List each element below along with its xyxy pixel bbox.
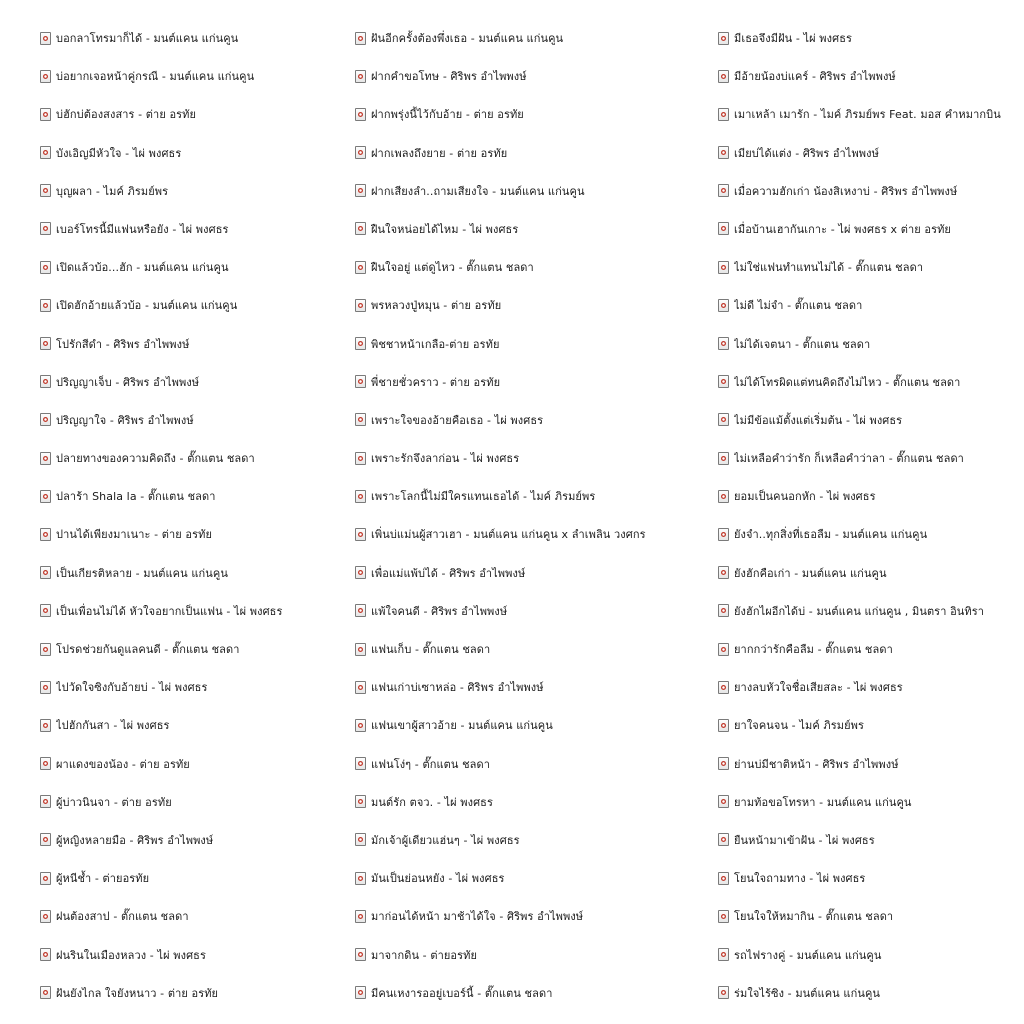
file-item[interactable]: [718, 295, 1018, 315]
audio-file-icon: [40, 261, 51, 274]
file-name: ไปฮักกันสา - ไผ่ พงศธร: [56, 719, 170, 733]
audio-file-icon: [40, 337, 51, 350]
file-item[interactable]: [355, 295, 705, 315]
file-item[interactable]: [355, 945, 705, 965]
audio-file-icon: [40, 70, 51, 83]
audio-file-icon: [355, 452, 366, 465]
audio-file-icon: [355, 833, 366, 846]
audio-file-icon: [355, 375, 366, 388]
audio-file-icon: [355, 299, 366, 312]
file-item[interactable]: [718, 181, 1018, 201]
file-item[interactable]: [40, 868, 340, 888]
file-item[interactable]: [355, 792, 705, 812]
audio-file-icon: [355, 32, 366, 45]
audio-file-icon: [718, 70, 729, 83]
file-item[interactable]: [40, 601, 340, 621]
file-item[interactable]: [40, 143, 340, 163]
file-item[interactable]: [40, 563, 340, 583]
file-name: ยาใจคนจน - ไมค์ ภิรมย์พร: [734, 719, 864, 733]
file-item[interactable]: [40, 792, 340, 812]
file-item[interactable]: [718, 143, 1018, 163]
file-name: พิชชาหน้าเกลือ-ต่าย อรทัย: [371, 337, 500, 351]
file-item[interactable]: [40, 219, 340, 239]
audio-file-icon: [40, 681, 51, 694]
audio-file-icon: [40, 490, 51, 503]
file-name: เพราะรักจึงลาก่อน - ไผ่ พงศธร: [371, 452, 520, 466]
audio-file-icon: [40, 643, 51, 656]
file-name: มาจากดิน - ต่ายอรทัย: [371, 948, 478, 962]
audio-file-icon: [355, 757, 366, 770]
file-name: ยืนหน้ามาเข้าฝัน - ไผ่ พงศธร: [734, 833, 875, 847]
file-item[interactable]: [355, 372, 705, 392]
audio-file-icon: [718, 986, 729, 999]
file-name: มีคนเหงารออยู่เบอร์นี้ - ตั๊กแตน ชลดา: [371, 986, 553, 1000]
file-name: พรหลวงปู่หมุน - ต่าย อรทัย: [371, 299, 502, 313]
file-item[interactable]: [40, 410, 340, 430]
file-item[interactable]: [355, 143, 705, 163]
file-name: แฟนเก่าบ่เซาหล่อ - ศิริพร อำไพพงษ์: [371, 681, 544, 695]
file-item[interactable]: [718, 372, 1018, 392]
file-item[interactable]: [355, 486, 705, 506]
file-name: มาก่อนได้หน้า มาช้าได้ใจ - ศิริพร อำไพพงษ์: [371, 910, 584, 924]
file-item[interactable]: [718, 410, 1018, 430]
audio-file-icon: [718, 566, 729, 579]
audio-file-icon: [718, 222, 729, 235]
file-name: แพ้ใจคนดี - ศิริพร อำไพพงษ์: [371, 604, 508, 618]
audio-file-icon: [40, 566, 51, 579]
file-name: ยอมเป็นคนอกหัก - ไผ่ พงศธร: [734, 490, 876, 504]
file-name: โปรดช่วยกันดูแลคนดี - ตั๊กแตน ชลดา: [56, 643, 240, 656]
file-item[interactable]: [40, 104, 340, 124]
file-name: ผู้บ่าวนินจา - ต่าย อรทัย: [56, 795, 172, 809]
file-item[interactable]: [718, 563, 1018, 583]
file-item[interactable]: [718, 945, 1018, 965]
file-name: ไม่เหลือคำว่ารัก ก็เหลือคำว่าลา - ตั๊กแตน ชลดา: [734, 452, 964, 466]
audio-file-icon: [355, 146, 366, 159]
audio-file-icon: [40, 32, 51, 45]
audio-file-icon: [718, 490, 729, 503]
audio-file-icon: [40, 413, 51, 426]
audio-file-icon: [40, 757, 51, 770]
file-name: เมื่อบ้านเฮากันเกาะ - ไผ่ พงศธร x ต่าย อรทัย: [734, 222, 951, 236]
file-name: ฝืนใจหน่อยได้ไหม - ไผ่ พงศธร: [371, 222, 519, 236]
file-name: ยังฮักไผอีกได้บ่ - มนต์แคน แก่นคูน , มินตรา อินทิรา: [734, 604, 985, 618]
file-name: เปิดแล้วบ้อ...ฮัก - มนต์แคน แก่นคูน: [56, 261, 229, 275]
file-item[interactable]: [355, 830, 705, 850]
file-name: โยนใจถามทาง - ไผ่ พงศธร: [734, 872, 866, 886]
file-item[interactable]: [355, 563, 705, 583]
file-item[interactable]: [355, 219, 705, 239]
file-item[interactable]: [40, 983, 340, 1003]
file-name: ฝากเพลงถึงยาย - ต่าย อรทัย: [371, 146, 508, 160]
audio-file-icon: [718, 146, 729, 159]
file-item[interactable]: [40, 715, 340, 735]
audio-file-icon: [40, 108, 51, 121]
file-item[interactable]: [40, 754, 340, 774]
file-item[interactable]: [40, 830, 340, 850]
file-name: เป็นเกียรติหลาย - มนต์แคน แก่นคูน: [56, 566, 228, 580]
file-item[interactable]: [40, 28, 340, 48]
audio-file-icon: [718, 184, 729, 197]
file-name: เพราะโลกนี้ไม่มีใครแทนเธอได้ - ไมค์ ภิรมย์พร: [371, 490, 596, 504]
audio-file-icon: [718, 337, 729, 350]
file-name: ยางลบหัวใจชื่อเสียสละ - ไผ่ พงศธร: [734, 681, 903, 695]
file-item[interactable]: [718, 868, 1018, 888]
file-item[interactable]: [718, 677, 1018, 697]
file-item[interactable]: [355, 983, 705, 1003]
file-name: ผู้หญิงหลายมือ - ศิริพร อำไพพงษ์: [56, 833, 214, 847]
file-name: เป็นเพื่อนไม่ได้ หัวใจอยากเป็นแฟน - ไผ่ พงศธร: [56, 604, 283, 618]
audio-file-icon: [355, 795, 366, 808]
audio-file-icon: [718, 452, 729, 465]
file-item[interactable]: [40, 372, 340, 392]
audio-file-icon: [355, 108, 366, 121]
audio-file-icon: [355, 872, 366, 885]
file-item[interactable]: [355, 410, 705, 430]
file-name: มันเป็นย่อนหยัง - ไผ่ พงศธร: [371, 872, 505, 886]
file-item[interactable]: [718, 66, 1018, 86]
file-item[interactable]: [40, 448, 340, 468]
audio-file-icon: [718, 375, 729, 388]
file-column-1: [40, 28, 340, 1021]
audio-file-icon: [355, 528, 366, 541]
file-name: บังเอิญมีหัวใจ - ไผ่ พงศธร: [56, 146, 182, 160]
audio-file-icon: [355, 337, 366, 350]
audio-file-icon: [718, 108, 729, 121]
audio-file-icon: [355, 490, 366, 503]
file-item[interactable]: [40, 486, 340, 506]
file-item[interactable]: [718, 257, 1018, 277]
file-name: ไปวัดใจซิงกับอ้ายบ่ - ไผ่ พงศธร: [56, 681, 208, 695]
file-name: ฝนรินในเมืองหลวง - ไผ่ พงศธร: [56, 948, 206, 962]
file-item[interactable]: [355, 181, 705, 201]
file-item[interactable]: [40, 639, 340, 659]
audio-file-icon: [718, 604, 729, 617]
file-item[interactable]: [355, 639, 705, 659]
file-name: ปานได้เพียงมาเนาะ - ต่าย อรทัย: [56, 528, 213, 542]
audio-file-icon: [718, 32, 729, 45]
file-name: ฝันยังไกล ใจยังหนาว - ต่าย อรทัย: [56, 986, 219, 1000]
audio-file-icon: [718, 948, 729, 961]
audio-file-icon: [40, 604, 51, 617]
file-item[interactable]: [718, 715, 1018, 735]
audio-file-icon: [355, 910, 366, 923]
file-name: ฝากคำขอโทษ - ศิริพร อำไพพงษ์: [371, 70, 527, 84]
file-name: ยากกว่ารักคือลืม - ตั๊กแตน ชลดา: [734, 643, 893, 656]
file-item[interactable]: [718, 792, 1018, 812]
file-name: ย่านบ่มีชาติหน้า - ศิริพร อำไพพงษ์: [734, 757, 899, 771]
file-name: โยนใจให้หมากิน - ตั๊กแตน ชลดา: [734, 910, 894, 924]
file-name: เมาเหล้า เมารัก - ไมค์ ภิรมย์พร Feat. มอส คำหมากบิน: [734, 108, 1001, 122]
file-column-2: [355, 28, 705, 1021]
file-name: ยามท้อขอโทรหา - มนต์แคน แก่นคูน: [734, 795, 912, 809]
audio-file-icon: [40, 299, 51, 312]
audio-file-icon: [718, 413, 729, 426]
audio-file-icon: [40, 528, 51, 541]
file-item[interactable]: [40, 257, 340, 277]
file-name: ร่มใจไร้ซิง - มนต์แคน แก่นคูน: [734, 986, 881, 1000]
audio-file-icon: [718, 910, 729, 923]
file-name: มีอ้ายน้องบ่แคร์ - ศิริพร อำไพพงษ์: [734, 70, 896, 84]
file-column-3: [718, 28, 1018, 1021]
audio-file-icon: [355, 643, 366, 656]
file-item[interactable]: [355, 448, 705, 468]
audio-file-icon: [355, 70, 366, 83]
file-item[interactable]: [718, 28, 1018, 48]
file-name: รถไฟรางคู่ - มนต์แคน แก่นคูน: [734, 948, 882, 962]
file-item[interactable]: [718, 983, 1018, 1003]
file-item[interactable]: [718, 754, 1018, 774]
file-name: ฝากเสียงลำ..ถามเสียงใจ - มนต์แคน แก่นคูน: [371, 184, 585, 198]
file-item[interactable]: [718, 524, 1018, 544]
file-name: แฟนเขาผู้สาวอ้าย - มนต์แคน แก่นคูน: [371, 719, 553, 733]
file-name: ฝันอีกครั้งต้องพึ่งเธอ - มนต์แคน แก่นคูน: [371, 32, 564, 45]
file-item[interactable]: [40, 677, 340, 697]
file-name: ยังจำ..ทุกสิ่งที่เธอลืม - มนต์แคน แก่นคูน: [734, 528, 928, 542]
file-item[interactable]: [355, 104, 705, 124]
file-item[interactable]: [355, 28, 705, 48]
file-item[interactable]: [355, 754, 705, 774]
file-item[interactable]: [718, 219, 1018, 239]
file-item[interactable]: [718, 830, 1018, 850]
audio-file-icon: [355, 986, 366, 999]
file-name: ไม่ใช่แฟนทำแทนไม่ได้ - ตั๊กแตน ชลดา: [734, 261, 924, 275]
audio-file-icon: [40, 452, 51, 465]
audio-file-icon: [355, 222, 366, 235]
audio-file-icon: [718, 681, 729, 694]
audio-file-icon: [355, 681, 366, 694]
file-name: ผาแดงของน้อง - ต่าย อรทัย: [56, 757, 190, 771]
file-name: เบอร์โทรนี้มีแฟนหรือยัง - ไผ่ พงศธร: [56, 222, 229, 236]
file-name: บ่ฮักบ่ต้องสงสาร - ต่าย อรทัย: [56, 108, 197, 122]
audio-file-icon: [718, 757, 729, 770]
file-name: มักเจ้าผู้เดียวแฮ่นๆ - ไผ่ พงศธร: [371, 833, 520, 847]
file-name: เพิ่นบ่แม่นผู้สาวเฮา - มนต์แคน แก่นคูน x ลำเพลิน วงศกร: [371, 528, 646, 542]
file-name: บ่อยากเจอหน้าคู่กรณี - มนต์แคน แก่นคูน: [56, 70, 255, 84]
file-name: เมื่อความฮักเก่า น้องสิเหงาบ่ - ศิริพร อำไพพงษ์: [734, 184, 958, 198]
audio-file-icon: [718, 719, 729, 732]
file-item[interactable]: [40, 906, 340, 926]
file-name: โปรักสีดำ - ศิริพร อำไพพงษ์: [56, 337, 190, 351]
file-item[interactable]: [40, 945, 340, 965]
file-item[interactable]: [40, 181, 340, 201]
file-item[interactable]: [40, 524, 340, 544]
audio-file-icon: [40, 833, 51, 846]
file-name: ฝืนใจอยู่ แต่ดูไหว - ตั๊กแตน ชลดา: [371, 261, 534, 275]
audio-file-icon: [355, 719, 366, 732]
file-item[interactable]: [355, 677, 705, 697]
file-name: ปริญญาใจ - ศิริพร อำไพพงษ์: [56, 413, 194, 427]
audio-file-icon: [40, 184, 51, 197]
file-name: ไม่ดี ไม่จำ - ตั๊กแตน ชลดา: [734, 299, 863, 313]
audio-file-icon: [355, 604, 366, 617]
audio-file-icon: [40, 910, 51, 923]
file-item[interactable]: [718, 334, 1018, 354]
file-name: ปลาร้า Shala la - ตั๊กแตน ชลดา: [56, 490, 216, 504]
file-item[interactable]: [40, 295, 340, 315]
audio-file-icon: [718, 872, 729, 885]
audio-file-icon: [40, 795, 51, 808]
file-item[interactable]: [355, 66, 705, 86]
file-name: ผู้หนีช้ำ - ต่ายอรทัย: [56, 872, 150, 886]
audio-file-icon: [355, 413, 366, 426]
file-item[interactable]: [40, 66, 340, 86]
audio-file-icon: [718, 299, 729, 312]
audio-file-icon: [718, 643, 729, 656]
file-name: บอกลาโทรมาก็ได้ - มนต์แคน แก่นคูน: [56, 32, 239, 45]
file-name: มีเธอจึงมีฝัน - ไผ่ พงศธร: [734, 32, 853, 45]
file-name: ฝากพรุ่งนี้ไว้กับอ้าย - ต่าย อรทัย: [371, 108, 524, 122]
file-item[interactable]: [718, 104, 1018, 124]
audio-file-icon: [40, 146, 51, 159]
file-item[interactable]: [718, 601, 1018, 621]
audio-file-icon: [40, 948, 51, 961]
audio-file-icon: [355, 948, 366, 961]
file-item[interactable]: [355, 868, 705, 888]
file-item[interactable]: [40, 334, 340, 354]
file-name: พี่ชายชั่วคราว - ต่าย อรทัย: [371, 375, 501, 389]
file-name: เพราะใจของอ้ายคือเธอ - ไผ่ พงศธร: [371, 413, 544, 427]
file-item[interactable]: [718, 486, 1018, 506]
audio-file-icon: [718, 261, 729, 274]
file-name: แฟนเก็บ - ตั๊กแตน ชลดา: [371, 643, 491, 656]
file-name: ปลายทางของความคิดถึง - ตั๊กแตน ชลดา: [56, 452, 255, 466]
audio-file-icon: [40, 375, 51, 388]
audio-file-icon: [355, 566, 366, 579]
file-name: ฝนต้องสาป - ตั๊กแตน ชลดา: [56, 910, 189, 924]
file-name: แฟนโง่ๆ - ตั๊กแตน ชลดา: [371, 757, 491, 771]
file-item[interactable]: [718, 906, 1018, 926]
file-name: บุญผลา - ไมค์ ภิรมย์พร: [56, 184, 169, 198]
file-item[interactable]: [355, 906, 705, 926]
audio-file-icon: [718, 528, 729, 541]
file-name: เมียบ่ได้แต่ง - ศิริพร อำไพพงษ์: [734, 146, 879, 160]
audio-file-icon: [355, 184, 366, 197]
file-name: เปิดฮักอ้ายแล้วบ้อ - มนต์แคน แก่นคูน: [56, 299, 238, 313]
audio-file-icon: [40, 986, 51, 999]
file-name: ยังฮักคือเก่า - มนต์แคน แก่นคูน: [734, 566, 887, 580]
audio-file-icon: [40, 719, 51, 732]
audio-file-icon: [40, 222, 51, 235]
file-item[interactable]: [355, 524, 705, 544]
file-item[interactable]: [718, 448, 1018, 468]
file-name: ไม่ได้เจตนา - ตั๊กแตน ชลดา: [734, 337, 871, 351]
file-item[interactable]: [355, 257, 705, 277]
audio-file-icon: [40, 872, 51, 885]
file-item[interactable]: [355, 601, 705, 621]
file-item[interactable]: [355, 334, 705, 354]
audio-file-icon: [355, 261, 366, 274]
file-item[interactable]: [355, 715, 705, 735]
audio-file-icon: [718, 833, 729, 846]
file-name: ไม่ได้โทรผิดแต่ทนคิดถึงไม่ไหว - ตั๊กแตน ชลดา: [734, 375, 961, 389]
file-name: ปริญญาเจ็บ - ศิริพร อำไพพงษ์: [56, 375, 200, 389]
file-name: เพื่อแม่แพ้บ่ได้ - ศิริพร อำไพพงษ์: [371, 566, 526, 580]
audio-file-icon: [718, 795, 729, 808]
file-name: มนต์รัก ตจว. - ไผ่ พงศธร: [371, 795, 494, 809]
file-item[interactable]: [718, 639, 1018, 659]
file-name: ไม่มีข้อแม้ตั้งแต่เริ่มต้น - ไผ่ พงศธร: [734, 413, 903, 427]
